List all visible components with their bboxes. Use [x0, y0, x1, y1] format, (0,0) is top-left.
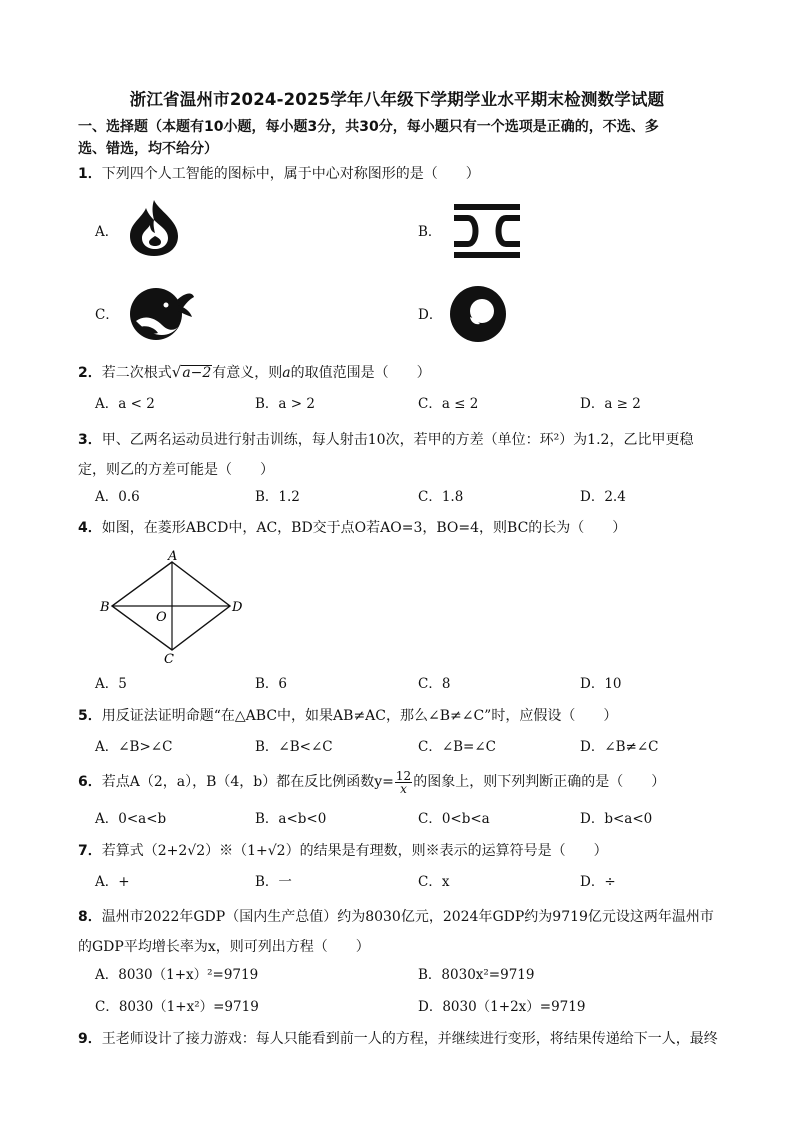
option-c: C．x	[418, 874, 450, 890]
option-c: C．0<b<a	[418, 811, 490, 827]
vertex-label-b: B	[100, 600, 110, 615]
option-d: D．a ≥ 2	[580, 396, 641, 412]
option-a: A．a < 2	[95, 396, 155, 412]
option-b: B．8030x²=9719	[418, 967, 535, 983]
option-b: B．6	[255, 676, 288, 692]
question-2	[78, 361, 748, 384]
radicand: a−2	[182, 365, 212, 381]
question-text-line-2: 的GDP平均增长率为x，则可列出方程（ ）	[78, 939, 370, 955]
ring-logo-icon	[449, 285, 507, 343]
option-c: C．	[95, 307, 119, 323]
option-d: D．	[418, 307, 443, 323]
option-c: C．∠B=∠C	[418, 739, 497, 755]
question-number: 8．	[78, 909, 102, 925]
question-text-post: 的图象上，则下列判断正确的是（ ）	[413, 774, 666, 790]
question-3	[78, 425, 748, 485]
option-a: A．0<a<b	[95, 811, 167, 827]
radical-sign: √	[171, 363, 182, 381]
question-text-pre: 若二次根式	[101, 365, 172, 381]
question-5	[78, 705, 748, 727]
option-d: D．∠B≠∠C	[580, 739, 659, 755]
vertex-label-d: D	[232, 600, 243, 615]
option-c: C．1.8	[418, 489, 464, 505]
option-d: D．÷	[580, 874, 616, 890]
question-text: 王老师设计了接力游戏：每人只能看到前一人的方程，并继续进行变形，将结果传递给下一人，最终	[101, 1031, 718, 1047]
section-heading	[78, 116, 758, 160]
option-a: A．+	[95, 874, 130, 890]
option-b: B．1.2	[255, 489, 300, 505]
option-c: C．8	[418, 676, 451, 692]
option-a: A．0.6	[95, 489, 140, 505]
rhombus-figure	[96, 545, 256, 669]
question-6	[78, 766, 748, 798]
question-text-line-1: 温州市2022年GDP（国内生产总值）约为8030亿元，2024年GDP约为9719亿元设这两年温州市	[101, 909, 714, 925]
question-text-line-1: 甲、乙两名运动员进行射击训练，每人射击10次，若甲的方差（单位：环²）为1.2，乙比甲更稳	[101, 432, 694, 448]
question-text-tail: 的取值范围是（ ）	[290, 365, 431, 381]
whale-logo-icon	[126, 287, 196, 341]
question-text: 用反证法证明命题“在△ABC中，如果AB≠AC，那么∠B≠∠C”时，应假设（ ）	[101, 708, 618, 724]
section-heading-line-1: 一、选择题（本题有10小题，每小题3分，共30分，每小题只有一个选项是正确的，不选、多	[78, 119, 659, 135]
option-a: A．∠B>∠C	[95, 739, 173, 755]
option-a: A．8030（1+x）²=9719	[95, 967, 259, 983]
question-number: 5．	[78, 708, 102, 724]
vertex-label-c: C	[164, 652, 174, 667]
question-number: 1．	[78, 166, 102, 182]
question-9	[78, 1028, 758, 1050]
option-d: D．2.4	[580, 489, 626, 505]
page-title: 浙江省温州市2024-2025学年八年级下学期学业水平期末检测数学试题	[129, 90, 665, 109]
option-d: D．8030（1+2x）=9719	[418, 999, 586, 1015]
question-text: 下列四个人工智能的图标中，属于中心对称图形的是（ ）	[101, 166, 480, 182]
question-text-line-2: 定，则乙的方差可能是（ ）	[78, 462, 274, 478]
variable-a: a	[282, 365, 291, 381]
question-number: 4．	[78, 520, 102, 536]
option-b: B．a > 2	[255, 396, 315, 412]
option-b: B．一	[255, 874, 292, 890]
option-d: D．b<a<0	[580, 811, 653, 827]
option-a: A．5	[95, 676, 127, 692]
option-b: B．	[418, 224, 442, 240]
option-a: A．	[95, 224, 119, 240]
question-number: 7．	[78, 843, 102, 859]
fraction-numerator: 12	[395, 768, 412, 783]
question-8	[78, 902, 748, 962]
option-c: C．8030（1+x²）=9719	[95, 999, 259, 1015]
option-c: C．a ≤ 2	[418, 396, 479, 412]
flame-drop-logo-icon	[128, 198, 180, 258]
option-d: D．10	[580, 676, 622, 692]
question-number: 2．	[78, 365, 102, 381]
question-text: 若算式（2+2√2）※（1+√2）的结果是有理数，则※表示的运算符号是（ ）	[101, 843, 608, 859]
double-wave-logo-icon	[454, 204, 520, 258]
fraction-12-over-x	[395, 770, 412, 795]
question-text-post: 有意义，则	[212, 365, 283, 381]
option-b: B．∠B<∠C	[255, 739, 333, 755]
option-b: B．a<b<0	[255, 811, 327, 827]
question-text-pre: 若点A（2，a），B（4，b）都在反比例函数y=	[101, 774, 394, 790]
question-text: 如图，在菱形ABCD中，AC，BD交于点O若AO=3，BO=4，则BC的长为（ ）	[101, 520, 627, 536]
center-label-o: O	[156, 610, 167, 625]
vertex-label-a: A	[168, 549, 178, 564]
question-number: 6．	[78, 774, 102, 790]
question-number: 9．	[78, 1031, 102, 1047]
question-4	[78, 517, 748, 539]
fraction-denominator: x	[400, 781, 407, 796]
question-1	[78, 163, 748, 185]
question-7	[78, 840, 748, 862]
question-number: 3．	[78, 432, 102, 448]
section-heading-line-2: 选、错选，均不给分）	[78, 141, 218, 157]
